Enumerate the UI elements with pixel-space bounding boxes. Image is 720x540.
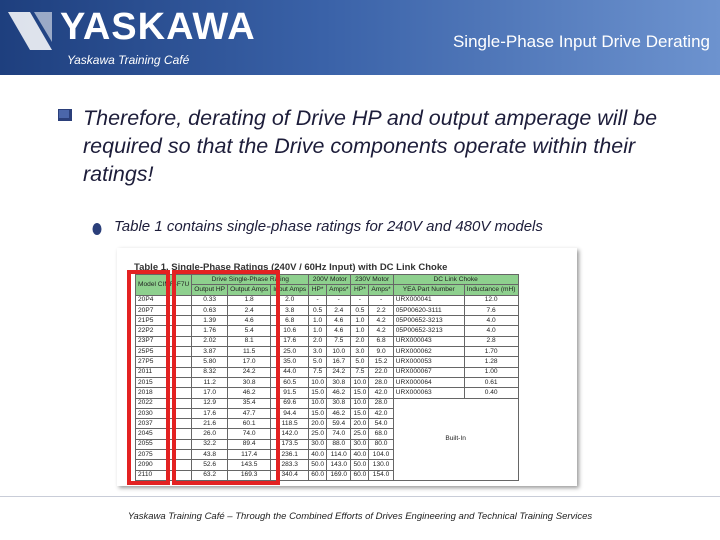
table-cell: 8.1 <box>228 336 271 346</box>
table-cell: 173.5 <box>271 439 309 449</box>
table-cell: URX000064 <box>393 377 464 387</box>
table-cell: 2090 <box>136 460 192 470</box>
header-bar <box>0 0 720 75</box>
table-cell: 10.0 <box>327 347 351 357</box>
table-cell: 88.0 <box>327 439 351 449</box>
table-cell: 15.0 <box>309 408 327 418</box>
table-cell: URX000067 <box>393 367 464 377</box>
table-cell: 9.0 <box>369 347 393 357</box>
table-cell: 27P5 <box>136 357 192 367</box>
group-header-choke: DC Link Choke <box>393 275 518 285</box>
table-cell: 17.0 <box>228 357 271 367</box>
table-title: Table 1. Single-Phase Ratings (240V / 60Hz Input) with DC Link Choke <box>134 262 448 273</box>
table-cell: 52.6 <box>192 460 228 470</box>
table-cell: 1.8 <box>228 295 271 305</box>
table-cell: 28.0 <box>369 377 393 387</box>
table-cell: 22P2 <box>136 326 192 336</box>
table-cell: 25.0 <box>351 429 369 439</box>
table-cell: URX000062 <box>393 347 464 357</box>
table-cell: 1.28 <box>464 357 518 367</box>
table-cell: 21.6 <box>192 419 228 429</box>
table-cell: 94.4 <box>271 408 309 418</box>
table-cell: 69.6 <box>271 398 309 408</box>
table-cell: 1.0 <box>309 316 327 326</box>
table-cell: - <box>369 295 393 305</box>
table-cell: 05P00620-3111 <box>393 305 464 315</box>
table-cell: 2.0 <box>351 336 369 346</box>
table-cell: 2011 <box>136 367 192 377</box>
table-cell: 4.6 <box>327 326 351 336</box>
table-cell: 4.0 <box>464 316 518 326</box>
table-cell: 3.0 <box>309 347 327 357</box>
table-cell: 74.0 <box>228 429 271 439</box>
table-cell: 43.8 <box>192 450 228 460</box>
table-cell: 20P7 <box>136 305 192 315</box>
table-cell: 2.0 <box>309 336 327 346</box>
table-cell: 5.0 <box>309 357 327 367</box>
table-cell: 16.7 <box>327 357 351 367</box>
table-cell: 05P00652-3213 <box>393 326 464 336</box>
table-cell: 17.0 <box>192 388 228 398</box>
table-cell: 4.2 <box>369 316 393 326</box>
table-cell: 11.2 <box>192 377 228 387</box>
main-bullet-text: Therefore, derating of Drive HP and output amperage will be required so that the Drive components operate within their ratings! <box>83 106 658 186</box>
table-cell: 42.0 <box>369 388 393 398</box>
table-cell: 30.8 <box>228 377 271 387</box>
table-cell: 30.8 <box>327 398 351 408</box>
table-cell: 2110 <box>136 470 192 480</box>
table-cell: 0.40 <box>464 388 518 398</box>
sub-bullet-text: Table 1 contains single-phase ratings for 240V and 480V models <box>114 218 543 235</box>
table-cell: 7.5 <box>327 336 351 346</box>
table-cell: 30.8 <box>327 377 351 387</box>
builtin-label: Built-In <box>393 398 518 480</box>
table-cell: 11.5 <box>228 347 271 357</box>
table-cell: 17.6 <box>192 408 228 418</box>
table-cell: 12.9 <box>192 398 228 408</box>
table-cell: 26.0 <box>192 429 228 439</box>
table-cell: 236.1 <box>271 450 309 460</box>
table-cell: 24.2 <box>327 367 351 377</box>
table-cell: 40.0 <box>309 450 327 460</box>
table-cell: 74.0 <box>327 429 351 439</box>
table-cell: 10.0 <box>351 377 369 387</box>
table-cell: 59.4 <box>327 419 351 429</box>
table-cell: 5.4 <box>228 326 271 336</box>
table-cell: 0.33 <box>192 295 228 305</box>
table-cell: 5.80 <box>192 357 228 367</box>
table-cell: 22.0 <box>369 367 393 377</box>
table-cell: 2.8 <box>464 336 518 346</box>
table-cell: 2.4 <box>327 305 351 315</box>
round-bullet-icon <box>92 222 104 236</box>
table-cell: 46.2 <box>228 388 271 398</box>
col-header-230v-amps: Amps* <box>369 285 393 295</box>
table-cell: 5.0 <box>351 357 369 367</box>
table-cell: 25P5 <box>136 347 192 357</box>
square-bullet-icon <box>58 108 74 122</box>
table-cell: 0.5 <box>351 305 369 315</box>
table-cell: 12.0 <box>464 295 518 305</box>
table-cell: 4.0 <box>464 326 518 336</box>
table-cell: 50.0 <box>309 460 327 470</box>
table-cell: 4.6 <box>327 316 351 326</box>
table-cell: 28.0 <box>369 398 393 408</box>
table-cell: 17.6 <box>271 336 309 346</box>
yaskawa-logo-icon <box>8 12 52 50</box>
table-cell: 142.0 <box>271 429 309 439</box>
table-cell: 118.5 <box>271 419 309 429</box>
table-cell: 46.2 <box>327 388 351 398</box>
table-cell: 21P5 <box>136 316 192 326</box>
table-cell: 1.76 <box>192 326 228 336</box>
table-cell: 40.0 <box>351 450 369 460</box>
table-cell: 15.0 <box>351 408 369 418</box>
table-cell: 60.0 <box>351 470 369 480</box>
col-header-output-hp: Output HP <box>192 285 228 295</box>
table-cell: 25.0 <box>271 347 309 357</box>
col-header-input-amps: Input Amps <box>271 285 309 295</box>
table-cell: 20P4 <box>136 295 192 305</box>
table-cell: 23P7 <box>136 336 192 346</box>
group-header-230v: 230V Motor <box>351 275 393 285</box>
table-cell: 117.4 <box>228 450 271 460</box>
table-cell: 30.0 <box>309 439 327 449</box>
table-cell: 4.2 <box>369 326 393 336</box>
table-cell: 2075 <box>136 450 192 460</box>
highlight-box-drive-rating <box>172 270 280 485</box>
table-cell: 0.61 <box>464 377 518 387</box>
table-cell: 283.3 <box>271 460 309 470</box>
table-cell: 3.8 <box>271 305 309 315</box>
table-cell: 2022 <box>136 398 192 408</box>
table-cell: 1.0 <box>351 316 369 326</box>
table-cell: - <box>309 295 327 305</box>
col-header-part-number: YEA Part Number <box>393 285 464 295</box>
table-cell: 2.4 <box>228 305 271 315</box>
group-header-drive: Drive Single-Phase Rating <box>192 275 309 285</box>
table-cell: 91.5 <box>271 388 309 398</box>
table-cell: 30.0 <box>351 439 369 449</box>
slide-title: Single-Phase Input Drive Derating <box>452 32 710 51</box>
table-cell: 6.8 <box>271 316 309 326</box>
table-cell: 20.0 <box>309 419 327 429</box>
table-cell: 2045 <box>136 429 192 439</box>
table-cell: 130.0 <box>369 460 393 470</box>
col-header-output-amps: Output Amps <box>228 285 271 295</box>
table-cell: 15.2 <box>369 357 393 367</box>
table-cell: 2037 <box>136 419 192 429</box>
table-cell: 7.5 <box>351 367 369 377</box>
table-cell: URX000053 <box>393 357 464 367</box>
table-cell: 60.5 <box>271 377 309 387</box>
table-cell: URX000043 <box>393 336 464 346</box>
table-cell: 47.7 <box>228 408 271 418</box>
table-cell: 2030 <box>136 408 192 418</box>
table-cell: 6.8 <box>369 336 393 346</box>
table-cell: 05P00652-3213 <box>393 316 464 326</box>
logo-subtitle: Yaskawa Training Café <box>67 53 190 67</box>
table-cell: 1.0 <box>351 326 369 336</box>
table-cell: 7.6 <box>464 305 518 315</box>
table-cell: 7.5 <box>309 367 327 377</box>
table-cell: 15.0 <box>351 388 369 398</box>
table-cell: 63.2 <box>192 470 228 480</box>
logo-text: YASKAWA <box>60 6 256 48</box>
table-cell: 10.0 <box>309 377 327 387</box>
col-header-model: Model CIMR-F7U <box>136 275 192 296</box>
table-cell: 60.1 <box>228 419 271 429</box>
table-cell: 35.0 <box>271 357 309 367</box>
table-cell: 1.0 <box>309 326 327 336</box>
table-cell: 1.00 <box>464 367 518 377</box>
table-cell: 143.0 <box>327 460 351 470</box>
table-cell: 2.02 <box>192 336 228 346</box>
col-header-200v-hp: HP* <box>309 285 327 295</box>
table-cell: 2015 <box>136 377 192 387</box>
table-cell: 68.0 <box>369 429 393 439</box>
table-cell: 0.5 <box>309 305 327 315</box>
table-cell: URX000041 <box>393 295 464 305</box>
footer-text: Yaskawa Training Café – Through the Combined Efforts of Drives Engineering and Technical Training Services <box>127 511 593 522</box>
table-cell: 154.0 <box>369 470 393 480</box>
table-cell: 89.4 <box>228 439 271 449</box>
table-cell: 2.0 <box>271 295 309 305</box>
table-cell: URX000063 <box>393 388 464 398</box>
table-cell: 8.32 <box>192 367 228 377</box>
table-cell: - <box>327 295 351 305</box>
table-cell: 1.39 <box>192 316 228 326</box>
table-cell: 60.0 <box>309 470 327 480</box>
col-header-inductance: Inductance (mH) <box>464 285 518 295</box>
group-header-200v: 200V Motor <box>309 275 351 285</box>
table-cell: 1.70 <box>464 347 518 357</box>
table-cell: 169.0 <box>327 470 351 480</box>
highlight-box-model <box>127 270 170 485</box>
table-cell: 0.63 <box>192 305 228 315</box>
col-header-200v-amps: Amps* <box>327 285 351 295</box>
table-cell: 25.0 <box>309 429 327 439</box>
table-cell: 35.4 <box>228 398 271 408</box>
table-cell: 340.4 <box>271 470 309 480</box>
table-cell: 2055 <box>136 439 192 449</box>
table-cell: 2.2 <box>369 305 393 315</box>
table-cell: 2018 <box>136 388 192 398</box>
table-cell: 169.3 <box>228 470 271 480</box>
table-cell: 15.0 <box>309 388 327 398</box>
table-cell: 46.2 <box>327 408 351 418</box>
table-cell: 10.0 <box>351 398 369 408</box>
table-cell: 32.2 <box>192 439 228 449</box>
table-cell: 24.2 <box>228 367 271 377</box>
table-cell: 44.0 <box>271 367 309 377</box>
table-cell: 3.87 <box>192 347 228 357</box>
table-cell: 42.0 <box>369 408 393 418</box>
col-header-230v-hp: HP* <box>351 285 369 295</box>
table-cell: - <box>351 295 369 305</box>
table-cell: 54.0 <box>369 419 393 429</box>
footer-divider <box>0 496 720 497</box>
table-cell: 143.5 <box>228 460 271 470</box>
table-cell: 4.6 <box>228 316 271 326</box>
table-cell: 50.0 <box>351 460 369 470</box>
table-cell: 3.0 <box>351 347 369 357</box>
table-cell: 10.6 <box>271 326 309 336</box>
table-cell: 114.0 <box>327 450 351 460</box>
table-cell: 80.0 <box>369 439 393 449</box>
table-cell: 10.0 <box>309 398 327 408</box>
table-cell: 20.0 <box>351 419 369 429</box>
table-cell: 104.0 <box>369 450 393 460</box>
